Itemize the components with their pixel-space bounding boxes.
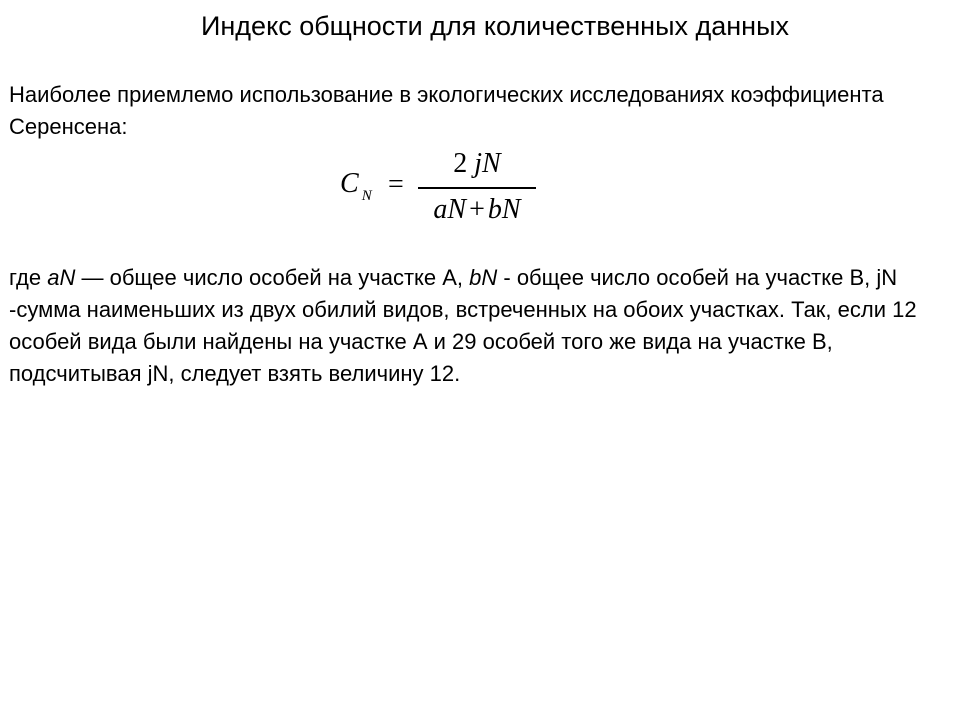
explanation-paragraph bbox=[9, 262, 954, 390]
explanation-part-1: где bbox=[9, 265, 48, 290]
explanation-part-3: - общее число особей на участке В, jN -сумма наименьших из двух обилий видов, встреченных на обоих участках. Так, если 12 особей вида были найдены на участке А и 29 особей того же вида на участке В, подсчитывая jN, следует взять величину 12. bbox=[9, 265, 917, 386]
numerator-term: jN bbox=[474, 148, 501, 179]
formula-subscript-n: N bbox=[361, 188, 372, 204]
formula-lhs bbox=[340, 168, 372, 204]
denominator-plus: + bbox=[469, 194, 485, 225]
denominator-term-b: bN bbox=[487, 194, 521, 225]
numerator-coefficient: 2 bbox=[453, 148, 468, 179]
explanation-var-an: aN bbox=[47, 265, 76, 290]
denominator-term-a: aN bbox=[433, 194, 467, 225]
formula-denominator bbox=[418, 194, 536, 226]
fraction-bar bbox=[418, 187, 536, 189]
sorensen-formula bbox=[340, 148, 545, 236]
formula-numerator bbox=[418, 148, 536, 180]
explanation-part-2: — общее число особей на участке А, bbox=[75, 265, 470, 290]
formula-equals-sign: = bbox=[388, 169, 404, 200]
slide-title: Индекс общности для количественных данных bbox=[200, 11, 789, 41]
intro-paragraph: Наиболее приемлемо использование в экологических исследованиях коэффициента Серенсена: bbox=[9, 82, 884, 139]
formula-symbol-c: C bbox=[340, 168, 359, 199]
explanation-var-bn: bN bbox=[469, 265, 498, 290]
